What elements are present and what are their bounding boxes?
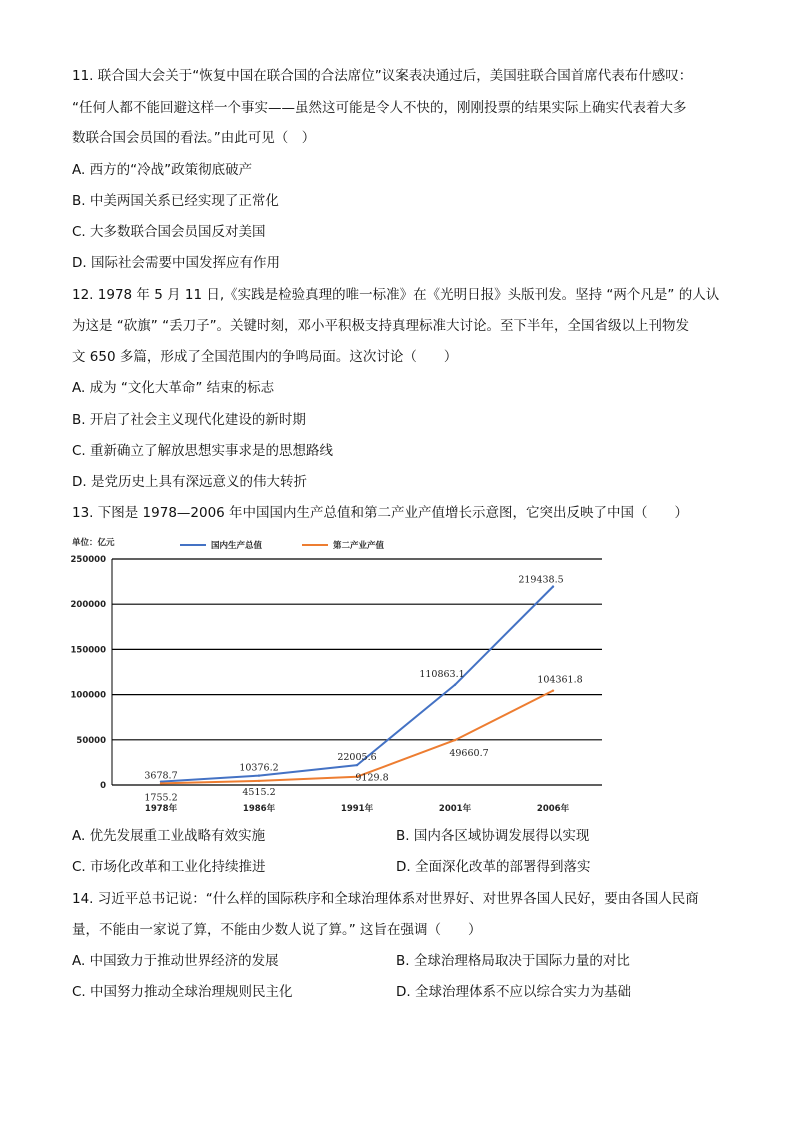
q12-option-c: C. 重新确立了解放思想实事求是的思想路线 <box>72 443 334 459</box>
y-tick-label: 100000 <box>70 690 106 701</box>
q12-stem-line-3: 文 650 多篇，形成了全国范围内的争鸣局面。这次讨论（ ） <box>72 349 458 365</box>
data-label-secondary: 1755.2 <box>144 792 178 804</box>
q14-option-a: A. 中国致力于推动世界经济的发展 <box>72 953 279 969</box>
q13-option-b: B. 国内各区域协调发展得以实现 <box>396 828 590 844</box>
q12-stem-line-1: 12. 1978 年 5 月 11 日,《实践是检验真理的唯一标准》在《光明日报》头版刊发。坚持 “两个凡是” 的人认 <box>72 287 720 303</box>
x-tick-label: 1991年 <box>340 804 374 814</box>
legend-label-secondary: 第二产业产值 <box>333 541 385 551</box>
q14-stem-line-2: 量，不能由一家说了算，不能由少数人说了算。” 这旨在强调（ ） <box>72 922 482 938</box>
data-point-gdp <box>552 585 554 587</box>
q13-option-d: D. 全面深化改革的部署得到落实 <box>396 859 591 875</box>
legend-label-gdp: 国内生产总值 <box>211 541 263 551</box>
q12-option-d: D. 是党历史上具有深远意义的伟大转折 <box>72 474 307 490</box>
data-label-gdp: 22005.6 <box>337 752 377 764</box>
data-label-secondary: 9129.8 <box>355 772 389 784</box>
q13-stem: 13. 下图是 1978—2006 年中国国内生产总值和第二产业产值增长示意图，它突出反映了中国（ ） <box>72 505 689 521</box>
q11-option-b: B. 中美两国关系已经实现了正常化 <box>72 193 279 209</box>
q11-option-c: C. 大多数联合国会员国反对美国 <box>72 224 266 240</box>
data-point-gdp <box>258 774 260 776</box>
y-tick-label: 150000 <box>70 645 106 656</box>
x-tick-label: 2006年 <box>536 804 570 814</box>
q11-stem-line-3: 数联合国会员国的看法。”由此可见（ ） <box>72 130 316 146</box>
data-point-secondary <box>552 689 554 691</box>
data-label-gdp: 110863.1 <box>419 668 465 680</box>
data-point-secondary <box>258 780 260 782</box>
x-tick-label: 2001年 <box>438 804 472 814</box>
q12-option-a: A. 成为 “文化大革命” 结束的标志 <box>72 380 275 396</box>
q11-stem-line-2: “任何人都不能回避这样一个事实——虽然这可能是令人不快的，刚刚投票的结果实际上确实代表着大多 <box>72 100 687 116</box>
q14-stem-line-1: 14. 习近平总书记说：“什么样的国际秩序和全球治理体系对世界好、对世界各国人民好，要由各国人民商 <box>72 891 699 907</box>
data-label-secondary: 49660.7 <box>449 748 489 760</box>
data-label-secondary: 104361.8 <box>537 674 583 686</box>
data-point-gdp <box>454 684 456 686</box>
q11-option-a: A. 西方的“冷战”政策彻底破产 <box>72 162 253 178</box>
y-tick-label: 250000 <box>70 555 106 565</box>
data-point-secondary <box>454 739 456 741</box>
x-tick-label: 1978年 <box>144 804 178 814</box>
y-tick-label: 200000 <box>70 600 106 611</box>
q13-option-a: A. 优先发展重工业战略有效实施 <box>72 828 266 844</box>
q14-option-c: C. 中国努力推动全球治理规则民主化 <box>72 984 293 1000</box>
y-tick-label: 50000 <box>76 735 106 746</box>
q14-option-d: D. 全球治理体系不应以综合实力为基础 <box>396 984 631 1000</box>
q14-option-b: B. 全球治理格局取决于国际力量的对比 <box>396 953 630 969</box>
q11-option-d: D. 国际社会需要中国发挥应有作用 <box>72 255 280 271</box>
q12-option-b: B. 开启了社会主义现代化建设的新时期 <box>72 412 306 428</box>
chart-unit-label: 单位：亿元 <box>72 538 115 548</box>
data-label-gdp: 3678.7 <box>144 770 178 782</box>
gdp-growth-chart <box>70 530 620 820</box>
y-tick-label: 0 <box>100 781 106 791</box>
series-line-secondary <box>161 691 553 784</box>
data-point-gdp <box>356 764 358 766</box>
data-label-secondary: 4515.2 <box>242 786 276 798</box>
data-label-gdp: 10376.2 <box>239 762 279 774</box>
x-tick-label: 1986年 <box>242 804 276 814</box>
data-point-secondary <box>160 782 162 784</box>
data-label-gdp: 219438.5 <box>518 574 564 586</box>
q13-option-c: C. 市场化改革和工业化持续推进 <box>72 859 266 875</box>
q11-stem-line-1: 11. 联合国大会关于“恢复中国在联合国的合法席位”议案表决通过后，美国驻联合国首席代表布什感叹： <box>72 68 693 84</box>
q12-stem-line-2: 为这是 “砍旗” “丢刀子”。关键时刻，邓小平积极支持真理标准大讨论。至下半年，全国省级以上刊物发 <box>72 318 690 334</box>
